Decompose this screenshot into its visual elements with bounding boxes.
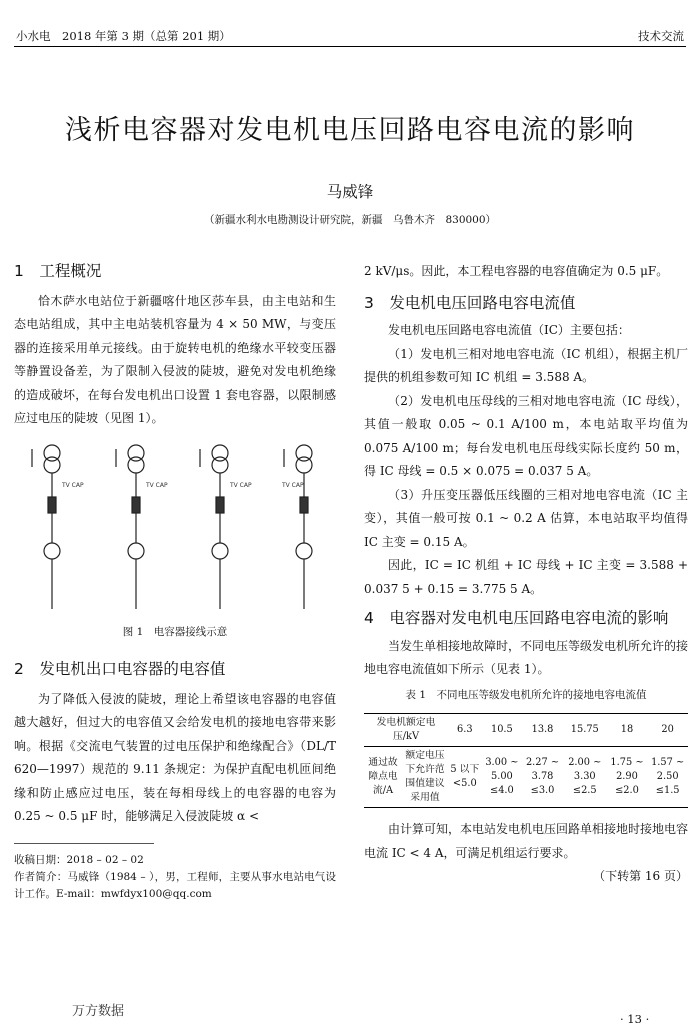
branch-4-label: TV CAP — [282, 481, 304, 489]
table-header-v1: 6.3 — [456, 724, 473, 735]
branch-2 — [116, 445, 144, 609]
section-4-p2: 由计算可知，本电站发电机电压回路单相接地时接地电容电流 IC < 4 A，可满足机组运行要求。 — [364, 822, 689, 860]
page-number: · 13 · — [620, 1012, 650, 1026]
table-1-caption: 表 1 不同电压等级发电机所允许的接地电容电流值 — [405, 688, 647, 701]
section-3-p1: 发电机电压回路电容电流值（IC）主要包括： — [388, 323, 630, 337]
table-header-v5: 18 — [620, 724, 634, 735]
figure-1 — [14, 439, 336, 619]
table-cell-15-75: 2.00 ~ 3.30 ≤2.5 — [568, 757, 602, 796]
section-4-p1: 当发生单相接地故障时，不同电压等级发电机所允许的接地电容电流值如下所示（见表 1）。 — [364, 638, 689, 676]
table-cell-6-3: 5 以下 <5.0 — [450, 764, 480, 789]
right-column — [364, 260, 688, 889]
section-1-paragraph: 恰木萨水电站位于新疆喀什地区莎车县，由主电站和生态电站组成，其中主电站装机容量为 4 × 50 MW，与变压器的连接采用单元接线。由于旋转电机的绝缘水平较变压器等静置设备差，为了限制入侵波的陡坡，避免对发电机绝缘的造成破坏，在每台发电机出口设置 1 套电容器，以限制感应过电压的陡坡（见图 1）。 — [14, 293, 336, 425]
table-cell-18: 1.75 ~ 2.90 ≤2.0 — [610, 757, 644, 796]
branch-4 — [284, 445, 312, 609]
footnote-rule — [14, 843, 154, 844]
branch-1-label: TV CAP — [62, 481, 84, 489]
table-row-label-current: 通过故障点电流/A — [368, 757, 398, 796]
journal-info: 小水电 2018 年第 3 期（总第 201 期） — [16, 29, 231, 43]
section-3-heading: 3 发电机电压回路电容电流值 — [364, 293, 576, 312]
table-cell-20: 1.57 ~ 2.50 ≤1.5 — [651, 757, 685, 796]
branch-2-label: TV CAP — [146, 481, 168, 489]
author-bio: 作者简介：马威锋（1984 – ），男，工程师，主要从事水电站电气设计工作。E-mail：mwfdyx100@qq.com — [14, 870, 336, 900]
capacitor-wiring-diagram — [14, 439, 336, 619]
received-date: 收稿日期：2018 – 02 – 02 — [14, 853, 144, 866]
running-header — [14, 26, 686, 47]
table-row-label-range: 额定电压下允许范围值建议采用值 — [405, 750, 445, 803]
table-1 — [364, 713, 688, 808]
left-column — [14, 260, 336, 903]
table-cell-10-5: 3.00 ~ 5.00 ≤4.0 — [485, 757, 519, 796]
section-label: 技术交流 — [638, 29, 684, 43]
section-3-p2: （1）发电机三相对地电容电流（IC 机组），根据主机厂提供的机组参数可知 IC 机组 = 3.588 A。 — [364, 346, 688, 384]
table-header-v3: 13.8 — [531, 724, 554, 735]
table-cell-13-8: 2.27 ~ 3.78 ≤3.0 — [525, 757, 560, 796]
section-2-heading: 2 发电机出口电容器的电容值 — [14, 660, 226, 678]
author-name: 马威锋 — [326, 183, 374, 201]
table-header-v2: 10.5 — [490, 724, 513, 735]
section-1-heading: 1 工程概况 — [14, 262, 102, 280]
branch-3 — [200, 445, 228, 609]
table-header-v4: 15.75 — [570, 724, 599, 735]
watermark: 万方数据 — [72, 1004, 125, 1019]
section-4-heading: 4 电容器对发电机电压回路电容电流的影响 — [364, 609, 669, 627]
section-2-paragraph: 为了降低入侵波的陡坡，理论上希望该电容器的电容值越大越好，但过大的电容值又会给发电机的接地电容带来影响。根据《交流电气装置的过电压保护和绝缘配合》（DL/T 620—1997）规范的 9.11 条规定：为保护直配电机匝间绝缘和防止感应过电压，装在每相母线上的电容器的电容为 0.25 ~ 0.5 μF 时，能够满足入侵波陡坡 α < — [14, 691, 336, 823]
continued-note: （下转第 16 页） — [593, 869, 688, 883]
continued-text: 2 kV/μs。因此，本工程电容器的电容值确定为 0.5 μF。 — [364, 264, 669, 278]
table-header-voltage: 发电机额定电压/kV — [376, 717, 436, 742]
table-header-v6: 20 — [661, 724, 674, 735]
section-3-p3: （2）发电机电压母线的三相对地电容电流（IC 母线），其值一般取 0.05 ~ 0.1 A/100 m，本电站取平均值为 0.075 A/100 m；每台发电机电压母线实际长度约 50 m，得 IC 母线 = 0.5 × 0.075 = 0.037 5 A。 — [364, 393, 688, 478]
section-3-p5: 因此，IC = IC 机组 + IC 母线 + IC 主变 = 3.588 + 0.037 5 + 0.15 = 3.775 5 A。 — [364, 558, 688, 596]
figure-1-caption: 图 1 电容器接线示意 — [122, 625, 228, 638]
branch-1 — [32, 445, 60, 609]
affiliation: （新疆水利水电勘测设计研究院，新疆 乌鲁木齐 830000） — [203, 214, 497, 226]
section-3-p4: （3）升压变压器低压线圈的三相对地电容电流（IC 主变），其值一般可按 0.1 ~ 0.2 A 估算，本电站取平均值得 IC 主变 = 0.15 A。 — [364, 487, 688, 549]
branch-3-label: TV CAP — [230, 481, 252, 489]
paper-title: 浅析电容器对发电机电压回路电容电流的影响 — [65, 115, 635, 146]
